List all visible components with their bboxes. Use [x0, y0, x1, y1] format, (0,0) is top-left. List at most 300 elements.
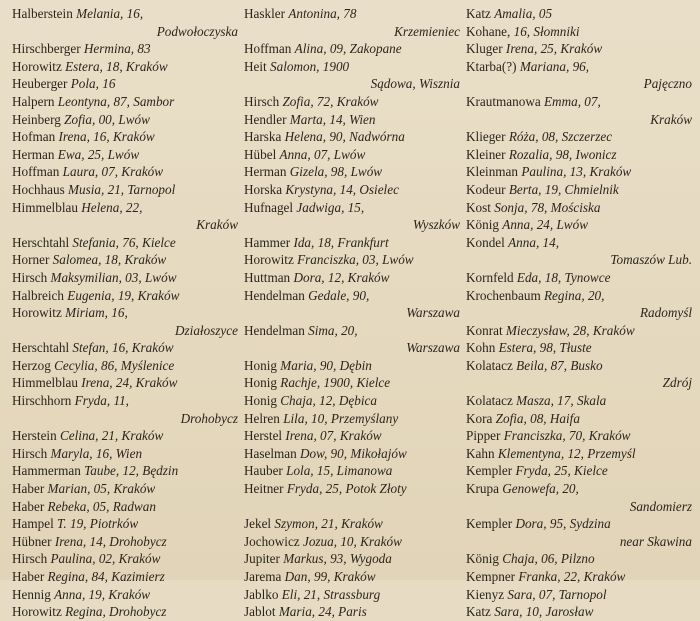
entry-line	[244, 234, 460, 252]
entry-line	[244, 181, 460, 199]
surname: Kolatacz	[466, 393, 513, 409]
entry-details: Beila, 87, Busko	[516, 357, 603, 373]
surname: Kempler	[466, 463, 513, 479]
surname: Horowitz	[12, 604, 62, 620]
entry-details: Rozalia, 98, Iwonicz	[508, 146, 617, 162]
entry-continuation	[12, 23, 238, 41]
entry-details: Markus, 93, Wygoda	[283, 551, 392, 567]
entry-details: Maksymilian, 03, Lwów	[50, 269, 177, 285]
surname: König	[466, 551, 499, 567]
surname: Kost	[466, 199, 491, 215]
entry-line	[12, 392, 238, 410]
entry-line	[466, 163, 692, 181]
place-continuation: Kraków	[650, 111, 692, 127]
surname: Hendelman	[244, 322, 305, 338]
entry-details: Fryda, 25, Kielce	[515, 463, 608, 479]
name-column-1	[12, 5, 238, 621]
entry-details: T. 19, Piotrków	[57, 516, 139, 532]
entry-continuation	[466, 304, 692, 322]
entry-details: Klementyna, 12, Przemyśl	[497, 445, 636, 461]
entry-continuation	[12, 322, 238, 340]
place-continuation: Radomyśl	[639, 305, 692, 321]
place-continuation: Drohobycz	[180, 410, 238, 426]
entry-line	[466, 427, 692, 445]
entry-line	[12, 427, 238, 445]
surname: Kempner	[466, 569, 516, 584]
entry-line	[244, 603, 460, 621]
surname: König	[466, 217, 499, 233]
entry-line	[244, 515, 460, 533]
entry-details: Hermina, 83	[83, 41, 151, 57]
place-continuation: Sandomierz	[629, 498, 692, 514]
surname: Kohane,	[466, 23, 511, 39]
entry-details: Lila, 10, Przemyślany	[283, 410, 399, 426]
entry-line	[466, 234, 692, 252]
entry-line	[12, 146, 238, 164]
entry-details: Maryla, 16, Wien	[50, 445, 143, 461]
entry-line	[466, 445, 692, 463]
entry-line	[466, 480, 692, 498]
surname: Herschtahl	[12, 234, 70, 250]
entry-line	[466, 603, 692, 621]
surname: Ktarba(?)	[466, 58, 517, 74]
surname: Herstel	[244, 428, 283, 444]
entry-line	[12, 93, 238, 111]
entry-details: Zofia, 72, Kraków	[282, 93, 379, 109]
entry-line	[466, 5, 692, 23]
entry-line	[466, 568, 692, 586]
entry-details: Rebeka, 05, Radwan	[47, 498, 156, 514]
surname: Hendelman	[244, 287, 305, 303]
entry-line	[12, 357, 238, 375]
entry-continuation	[466, 533, 692, 551]
place-continuation: Pajęczno	[643, 76, 692, 92]
entry-details: Anna, 14,	[508, 234, 560, 250]
surname: Haber	[12, 569, 45, 584]
entry-line	[466, 199, 692, 217]
entry-details: Musia, 21, Tarnopol	[68, 181, 176, 197]
entry-details: Krystyna, 14, Osielec	[285, 181, 399, 197]
entry-line	[12, 586, 238, 604]
entry-details: Pola, 16	[70, 76, 116, 92]
entry-line	[466, 322, 692, 340]
entry-details: Sima, 20,	[308, 322, 358, 338]
entry-details: Regina, 84, Kazimierz	[47, 569, 165, 584]
entry-line	[244, 163, 460, 181]
entry-continuation	[466, 498, 692, 516]
surname: Hübel	[244, 146, 277, 162]
surname: Jekel	[244, 516, 272, 532]
entry-continuation	[244, 216, 460, 234]
entry-details: Amalia, 05	[494, 6, 553, 21]
entry-line	[466, 339, 692, 357]
entry-details: Irena, 16, Kraków	[58, 129, 155, 145]
entry-details: Eli, 21, Strassburg	[281, 586, 381, 602]
entry-line	[466, 515, 692, 533]
surname: Hirsch	[12, 445, 48, 461]
entry-details: Zofia, 00, Lwów	[64, 111, 150, 127]
entry-line	[244, 374, 460, 392]
entry-details: Berta, 19, Chmielnik	[508, 181, 619, 197]
surname: Klieger	[466, 129, 506, 145]
surname: Hoffman	[12, 164, 60, 180]
surname: Jupiter	[244, 551, 280, 567]
surname: Hübner	[12, 533, 52, 549]
surname: Horowitz	[12, 58, 62, 74]
entry-line	[466, 410, 692, 428]
entry-details: Antonina, 78	[288, 6, 357, 21]
entry-line	[244, 146, 460, 164]
entry-line	[12, 75, 238, 93]
surname: Kora	[466, 410, 493, 426]
entry-details: Marta, 14, Wien	[289, 111, 376, 127]
entry-line	[12, 533, 238, 551]
surname: Katz	[466, 604, 491, 620]
entry-line	[244, 533, 460, 551]
entry-details: Paulina, 13, Kraków	[521, 164, 632, 180]
surname: Hirschhorn	[12, 393, 72, 409]
surname: Hampel	[12, 516, 54, 532]
surname: Herschtahl	[12, 340, 70, 356]
entry-details: Anna, 24, Lwów	[502, 217, 588, 233]
entry-details: Anna, 19, Kraków	[54, 586, 151, 602]
entry-details: Helena, 22,	[81, 199, 143, 215]
entry-line	[12, 251, 238, 269]
entry-details: Franka, 22, Kraków	[518, 569, 626, 584]
surname: Jablot	[244, 604, 276, 620]
entry-line	[466, 586, 692, 604]
surname: Hirsch	[244, 93, 280, 109]
entry-line	[244, 93, 460, 111]
entry-details: Irena, 25, Kraków	[505, 41, 603, 57]
entry-details: 16, Słomniki	[513, 23, 580, 39]
entry-details: Ida, 18, Frankfurt	[293, 234, 389, 250]
surname: Halbreich	[12, 287, 64, 303]
entry-details: Maria, 90, Dębin	[280, 357, 372, 373]
entry-line	[466, 287, 692, 305]
entry-line	[244, 128, 460, 146]
surname: Hammer	[244, 234, 291, 250]
entry-line	[466, 23, 692, 41]
entry-line	[244, 480, 460, 498]
surname: Horowitz	[244, 252, 294, 268]
entry-line	[466, 269, 692, 287]
entry-details: Miriam, 16,	[65, 305, 128, 321]
entry-details: Chaja, 12, Dębica	[280, 393, 377, 409]
place-continuation: Wyszków	[412, 217, 460, 233]
entry-line	[12, 58, 238, 76]
entry-details: Sara, 10, Jarosław	[494, 604, 594, 620]
surname: Haselman	[244, 445, 297, 461]
surname: Heuberger	[12, 76, 68, 92]
surname: Halpern	[12, 93, 55, 109]
entry-line	[244, 287, 460, 305]
entry-details: Cecylia, 86, Myślenice	[54, 357, 175, 373]
entry-continuation	[466, 251, 692, 269]
surname: Hofman	[12, 129, 56, 145]
surname: Hirschberger	[12, 41, 81, 57]
entry-details: Salomea, 18, Kraków	[52, 252, 167, 268]
surname: Jarema	[244, 569, 282, 584]
surname: Herman	[244, 164, 287, 180]
entry-line	[466, 462, 692, 480]
surname: Huttman	[244, 269, 291, 285]
entry-line	[12, 199, 238, 217]
entry-details: Alina, 09, Zakopane	[294, 41, 402, 57]
entry-details: Lola, 15, Limanowa	[286, 463, 393, 479]
entry-line	[12, 498, 238, 516]
entry-line	[244, 40, 460, 58]
place-continuation: Warszawa	[406, 305, 460, 321]
entry-details: Taube, 12, Będzin	[84, 463, 179, 479]
surname: Krochenbaum	[466, 287, 541, 303]
entry-details: Zofia, 08, Haifa	[495, 410, 580, 426]
entry-line	[12, 287, 238, 305]
entry-details: Stefania, 76, Kielce	[72, 234, 176, 250]
surname: Horner	[12, 252, 50, 268]
entry-line	[12, 515, 238, 533]
entry-details: Celina, 21, Kraków	[59, 428, 164, 444]
surname: Kluger	[466, 41, 503, 57]
entry-line	[466, 128, 692, 146]
entry-line	[466, 181, 692, 199]
entry-details: Paulina, 02, Kraków	[50, 551, 161, 567]
surname: Hirsch	[12, 551, 48, 567]
entry-line	[12, 480, 238, 498]
surname: Haskler	[244, 6, 286, 21]
surname: Konrat	[466, 322, 503, 338]
entry-line	[12, 40, 238, 58]
name-column-2	[244, 5, 460, 621]
surname: Hendler	[244, 111, 287, 127]
surname: Haber	[12, 481, 45, 497]
entry-line	[12, 128, 238, 146]
entry-line	[12, 111, 238, 129]
entry-line	[12, 304, 238, 322]
entry-line	[244, 199, 460, 217]
entry-details: Irena, 14, Drohobycz	[54, 533, 167, 549]
surname: Kleinman	[466, 164, 519, 180]
place-continuation: Tomaszów Lub.	[610, 252, 692, 268]
entry-details: Chaja, 06, Pilzno	[502, 551, 595, 567]
entry-line	[244, 586, 460, 604]
entry-details: Melania, 16,	[76, 6, 144, 21]
entry-details: Stefan, 16, Kraków	[72, 340, 174, 356]
entry-line	[244, 427, 460, 445]
surname: Hennig	[12, 586, 51, 602]
entry-details: Genowefa, 20,	[502, 481, 579, 497]
entry-line	[244, 269, 460, 287]
surname: Honig	[244, 375, 277, 391]
entry-details: Franciszka, 70, Kraków	[503, 428, 631, 444]
entry-line	[12, 163, 238, 181]
surname: Kohn	[466, 340, 496, 356]
entry-line	[244, 568, 460, 586]
surname: Horowitz	[12, 305, 62, 321]
entry-continuation	[12, 410, 238, 428]
entry-line	[244, 322, 460, 340]
entry-details: Salomon, 1900	[270, 58, 350, 74]
entry-details: Anna, 07, Lwów	[279, 146, 366, 162]
entry-line	[244, 357, 460, 375]
entry-details: Estera, 98, Tłuste	[498, 340, 592, 356]
entry-continuation	[244, 339, 460, 357]
surname: Pipper	[466, 428, 501, 444]
entry-details: Jadwiga, 15,	[296, 199, 365, 215]
entry-continuation	[244, 304, 460, 322]
entry-line	[12, 5, 238, 23]
surname: Kondel	[466, 234, 505, 250]
surname: Kahn	[466, 445, 495, 461]
entry-details: Mariana, 96,	[519, 58, 590, 74]
surname: Katz	[466, 6, 491, 21]
entry-line	[12, 462, 238, 480]
surname: Horska	[244, 181, 283, 197]
surname: Herstein	[12, 428, 57, 444]
surname: Hoffman	[244, 41, 292, 57]
surname: Heinberg	[12, 111, 61, 127]
surname: Hufnagel	[244, 199, 294, 215]
surname: Heitner	[244, 481, 284, 497]
entry-details: Regina, Drohobycz	[65, 604, 167, 620]
surname: Hochhaus	[12, 181, 65, 197]
entry-details: Franciszka, 03, Lwów	[297, 252, 414, 268]
entry-line	[466, 357, 692, 375]
surname: Kempler	[466, 516, 513, 532]
place-continuation: Zdrój	[662, 375, 692, 391]
entry-line	[244, 462, 460, 480]
surname: Haber	[12, 498, 45, 514]
surname: Herman	[12, 146, 55, 162]
place-continuation: Podwołoczyska	[156, 23, 238, 39]
entry-line	[244, 392, 460, 410]
place-continuation: Sądowa, Wisznia	[370, 76, 460, 92]
entry-line	[12, 603, 238, 621]
surname: Kolatacz	[466, 357, 513, 373]
entry-details: Gedale, 90,	[308, 287, 370, 303]
entry-line	[244, 410, 460, 428]
entry-details: Róża, 08, Szczerzec	[508, 129, 613, 145]
entry-details: Irena, 24, Kraków	[81, 375, 178, 391]
entry-line	[466, 392, 692, 410]
surname: Hirsch	[12, 269, 48, 285]
entry-details: Mieczysław, 28, Kraków	[505, 322, 635, 338]
entry-line	[466, 550, 692, 568]
entry-line	[244, 251, 460, 269]
surname: Harska	[244, 129, 282, 145]
entry-line	[466, 40, 692, 58]
place-continuation: Kraków	[196, 217, 238, 233]
entry-details: Dora, 12, Kraków	[293, 269, 390, 285]
entry-continuation	[466, 111, 692, 129]
entry-details: Dora, 95, Sydzina	[515, 516, 611, 532]
entry-details: Sonja, 78, Mościska	[494, 199, 601, 215]
entry-continuation	[466, 374, 692, 392]
entry-details: Helena, 90, Nadwórna	[284, 129, 405, 145]
surname: Kodeur	[466, 181, 506, 197]
entry-details: Masza, 17, Skala	[516, 393, 607, 409]
entry-line	[466, 216, 692, 234]
entry-continuation	[244, 23, 460, 41]
entry-details: Dan, 99, Kraków	[284, 569, 376, 584]
entry-continuation	[12, 216, 238, 234]
entry-details: Emma, 07,	[544, 93, 601, 109]
name-column-3	[466, 5, 692, 621]
place-continuation: Krzemieniec	[394, 23, 460, 39]
entry-continuation	[244, 75, 460, 93]
entry-details: Ewa, 25, Lwów	[57, 146, 140, 162]
place-continuation: Działoszyce	[175, 322, 238, 338]
surname: Jablko	[244, 586, 279, 602]
entry-details: Rachje, 1900, Kielce	[280, 375, 391, 391]
surname: Krautmanowa	[466, 93, 541, 109]
entry-details: Regina, 20,	[544, 287, 605, 303]
surname: Krupa	[466, 481, 499, 497]
surname: Helren	[244, 410, 280, 426]
entry-details: Dow, 90, Mikołajów	[300, 445, 407, 461]
entry-line	[12, 269, 238, 287]
surname: Herzog	[12, 357, 51, 373]
entry-continuation	[466, 75, 692, 93]
entry-line	[466, 146, 692, 164]
place-continuation: near Skawina	[619, 533, 692, 549]
entry-line	[12, 234, 238, 252]
entry-line	[12, 339, 238, 357]
entry-line	[244, 5, 460, 23]
entry-details: Eda, 18, Tynowce	[516, 269, 611, 285]
entry-line	[12, 550, 238, 568]
surname: Kienyz	[466, 586, 505, 602]
entry-line	[12, 181, 238, 199]
entry-details: Leontyna, 87, Sambor	[57, 93, 175, 109]
entry-line	[244, 111, 460, 129]
entry-details: Szymon, 21, Kraków	[274, 516, 383, 532]
entry-line	[12, 374, 238, 392]
entry-line	[244, 445, 460, 463]
entry-details: Irena, 07, Kraków	[285, 428, 382, 444]
entry-details: Laura, 07, Kraków	[62, 164, 164, 180]
surname: Heit	[244, 58, 267, 74]
entry-details: Fryda, 11,	[74, 393, 129, 409]
entry-line	[244, 58, 460, 76]
entry-line	[466, 93, 692, 111]
surname: Honig	[244, 357, 277, 373]
surname: Hammerman	[12, 463, 81, 479]
entry-line	[244, 550, 460, 568]
entry-details: Maria, 24, Paris	[278, 604, 367, 620]
surname: Kornfeld	[466, 269, 514, 285]
entry-details: Eugenia, 19, Kraków	[67, 287, 180, 303]
entry-line	[466, 58, 692, 76]
surname: Hauber	[244, 463, 283, 479]
entry-details: Gizela, 98, Lwów	[289, 164, 383, 180]
surname: Halberstein	[12, 6, 73, 21]
surname: Honig	[244, 393, 277, 409]
entry-line	[244, 498, 460, 516]
entry-details: Jozua, 10, Kraków	[302, 533, 402, 549]
surname: Jochowicz	[244, 533, 300, 549]
surname: Himmelblau	[12, 375, 78, 391]
entry-details: Marian, 05, Kraków	[47, 481, 156, 497]
entry-details: Sara, 07, Tarnopol	[507, 586, 607, 602]
entry-line	[12, 568, 238, 586]
surname: Himmelblau	[12, 199, 78, 215]
place-continuation: Warszawa	[406, 340, 460, 356]
entry-details: Fryda, 25, Potok Złoty	[286, 481, 407, 497]
entry-details: Estera, 18, Kraków	[65, 58, 168, 74]
surname: Kleiner	[466, 146, 506, 162]
entry-line	[12, 445, 238, 463]
